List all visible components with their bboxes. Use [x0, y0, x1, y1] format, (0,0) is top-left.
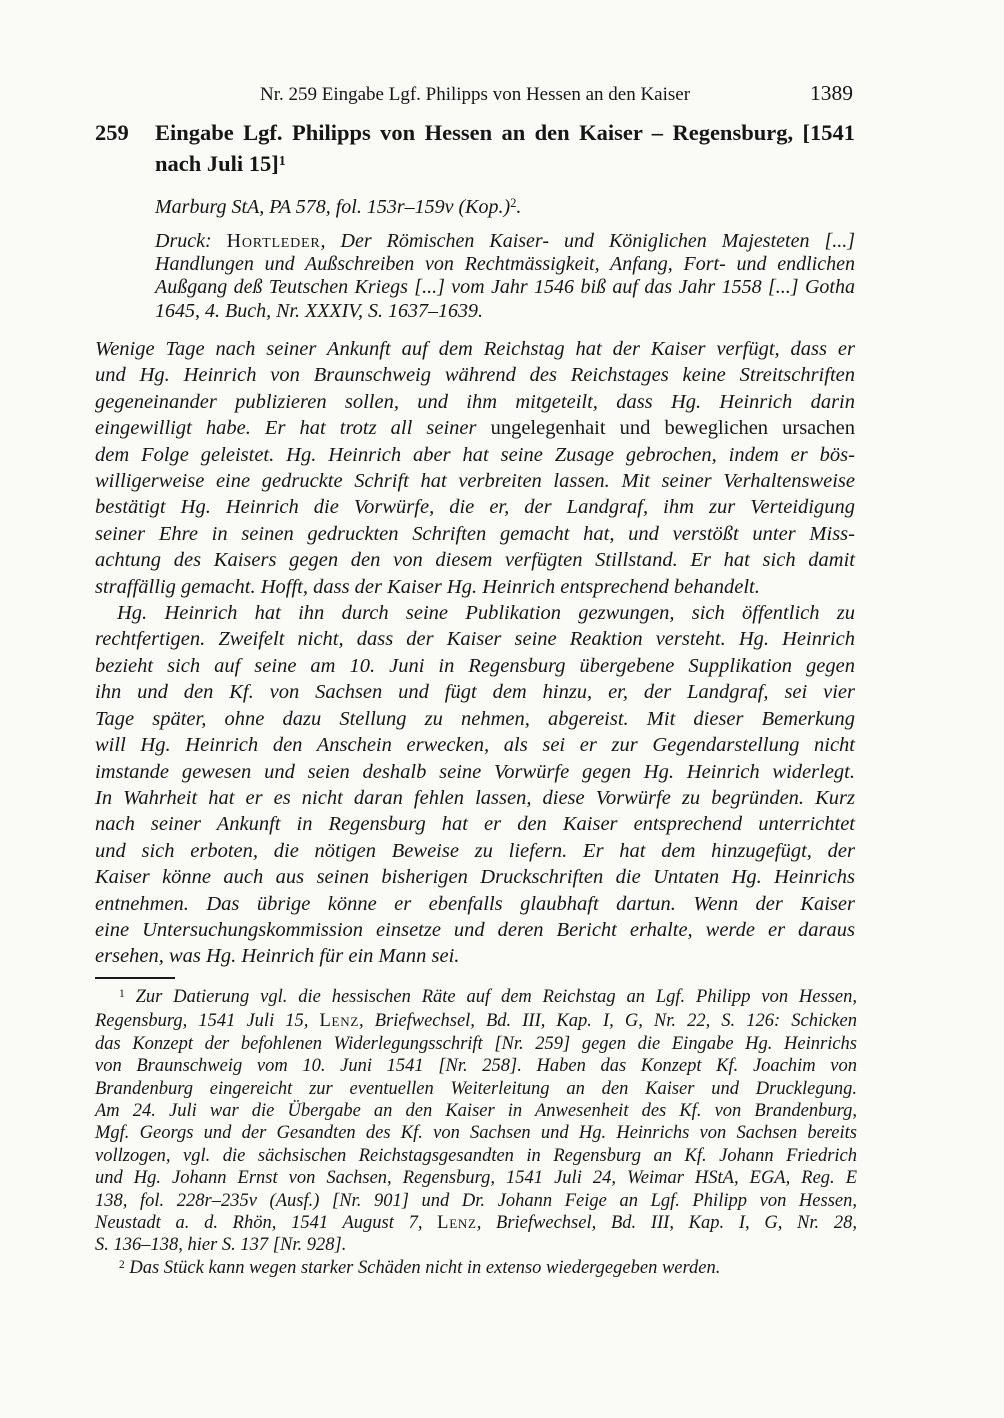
author-smallcaps: Lenz — [437, 1213, 477, 1234]
summary-line: Kaiser könne auch aus seinen bisherigen Druckschriften die Untaten Hg. Heinrichs — [95, 866, 855, 889]
summary-line: Wenige Tage nach seiner Ankunft auf dem Reichstag hat der Kaiser verfügt, dass er — [95, 338, 855, 360]
footnote-line: und Hg. Johann Ernst von Sachsen, Regensburg, 1541 Juli 24, Weimar HStA, EGA, Reg. E — [95, 1168, 857, 1189]
summary-line: straffällig gemacht. Hofft, dass der Kaiser Hg. Heinrich entsprechend behandelt. — [95, 575, 760, 598]
quoted-original-text: ungelegenhait und beweglichen ursachen — [490, 417, 855, 440]
footnote-line: vollzogen, vgl. die sächsischen Reichstagsgesandten in Regensburg an Kf. Johann Friedrich — [95, 1145, 857, 1166]
footnote-line: $^1$ Zur Datierung vgl. die hessischen Räte auf dem Reichstag an Lgf. Philipp von Hessen, — [119, 987, 857, 1007]
footnote-line: $^2$ Das Stück kann wegen starker Schäden nicht in extenso wiedergegeben werden. — [119, 1257, 721, 1278]
summary-line: gegeneinander publizieren sollen, und ihm mitgeteilt, dass Hg. Heinrich darin — [95, 390, 855, 413]
footnotes — [95, 986, 857, 1281]
summary-line: eine Untersuchungskommission einsetze und deren Bericht erhalte, werde er daraus — [95, 918, 855, 941]
footnote-marker-1: 1 — [119, 987, 125, 1000]
summary-line: In Wahrheit hat er es nicht daran fehlen lassen, diese Vorwürfe zu begründen. Kurz — [95, 786, 855, 809]
footnote-line: 138, fol. 228r–235v (Ausf.) [Nr. 901] und Dr. Johann Feige an Lgf. Philipp von Hessen, — [95, 1190, 857, 1211]
summary-line: und sich erboten, die nötigen Beweise zu liefern. Er hat dem hinzugefügt, der — [95, 839, 855, 862]
summary-line: Tage später, ohne dazu Stellung zu nehmen, abgereist. Mit dieser Bemerkung — [95, 707, 855, 730]
summary-line: und Hg. Heinrich von Braunschweig während des Reichstages keine Streitschriften — [95, 364, 855, 387]
print-reference-line: 1645, 4. Buch, Nr. XXXIV, S. 1637–1639. — [155, 299, 483, 322]
document-title-line: Eingabe Lgf. Philipps von Hessen an den Kaiser – Regensburg, [1541 — [155, 120, 855, 145]
regest-summary — [95, 336, 855, 970]
print-reference-line: Handlungen und Außschreiben von Rechtmässigkeit, Anfang, Fort- und endlichen — [155, 253, 855, 276]
running-head — [95, 83, 855, 109]
author-smallcaps: Lenz — [319, 1011, 360, 1032]
summary-line: ersehen, was Hg. Heinrich für ein Mann sei. — [95, 945, 460, 968]
print-reference-line: Außgang deß Teutschen Kriegs [...] vom Jahr 1546 biß auf das Jahr 1558 [...] Gotha — [155, 276, 855, 299]
footnote-line: von Braunschweig vom 10. Juni 1541 [Nr. 258]. Haben das Konzept Kf. Joachim von — [95, 1056, 857, 1077]
summary-line: imstande gewesen und seien deshalb seine Vorwürfe gegen Hg. Heinrich widerlegt. — [95, 760, 855, 783]
page-number: 1389 — [810, 81, 853, 105]
summary-line: ihn und den Kf. von Sachsen und fügt dem hinzu, er, der Landgraf, sei vier — [95, 681, 855, 704]
summary-line: bezieht sich auf seine am 10. Juni in Regensburg übergebene Supplikation gegen — [95, 654, 855, 677]
provenance-block — [155, 196, 855, 323]
footnote-line: Brandenburg eingereicht zur eventuellen Weiterleitung an den Kaiser und Drucklegung. — [95, 1078, 857, 1099]
document-title — [155, 117, 855, 183]
summary-line: eingewilligt habe. Er hat trotz all seiner ungelegenhait und beweglichen ursachen — [95, 417, 855, 440]
summary-line: dem Folge geleistet. Hg. Heinrich aber hat seine Zusage gebrochen, indem er bös- — [95, 443, 855, 466]
summary-line: will Hg. Heinrich den Anschein erwecken, als sei er zur Gegendarstellung nicht — [95, 734, 855, 757]
document-title-line: nach Juli 15]$^1$ — [155, 151, 286, 176]
footnote-ref-1: 1 — [278, 153, 286, 169]
summary-line: nach seiner Ankunft in Regensburg hat er den Kaiser entsprechend unterrichtet — [95, 813, 855, 836]
footnote-separator — [95, 977, 175, 979]
running-title: Nr. 259 Eingabe Lgf. Philipps von Hessen an den Kaiser — [259, 84, 691, 105]
footnote-ref-2: 2 — [510, 196, 517, 211]
footnote-line: Neustadt a. d. Rhön, 1541 August 7, Lenz, Briefwechsel, Bd. III, Kap. I, G, Nr. 28, — [95, 1213, 858, 1234]
footnote-line: Regensburg, 1541 Juli 15, Lenz, Briefwechsel, Bd. III, Kap. I, G, Nr. 22, S. 126: Schicken — [95, 1011, 857, 1032]
document-heading — [95, 117, 855, 183]
summary-line: bestätigt Hg. Heinrich die Vorwürfe, die er, der Landgraf, ihm zur Verteidigung — [95, 496, 855, 519]
author-smallcaps: Hortleder — [226, 230, 321, 252]
footnote-line: Mgf. Georgs und der Gesandten des Kf. von Sachsen und Hg. Heinrichs von Sachsen bereits — [95, 1123, 857, 1144]
footnote-line: das Konzept der befohlenen Widerlegungsschrift [Nr. 259] gegen die Eingabe Hg. Heinrichs — [95, 1033, 857, 1054]
footnote-marker-2: 2 — [119, 1258, 125, 1271]
summary-line: achtung des Kaisers gegen den von diesem verfügten Stillstand. Er hat sich damit — [95, 549, 855, 572]
summary-line: rechtfertigen. Zweifelt nicht, dass der Kaiser seine Reaktion versteht. Hg. Heinrich — [95, 628, 855, 651]
footnote-line: S. 136–138, hier S. 137 [Nr. 928]. — [95, 1235, 347, 1256]
summary-line: entnehmen. Das übrige könne er ebenfalls glaubhaft dartun. Wenn der Kaiser — [95, 892, 855, 915]
print-reference — [155, 230, 855, 323]
summary-line: willigerweise eine gedruckte Schrift hat verbreiten lassen. Mit seiner Verhaltensweise — [95, 470, 855, 493]
summary-line: Hg. Heinrich hat ihn durch seine Publikation gezwungen, sich öffentlich zu — [117, 602, 855, 625]
document-number: 259 — [95, 120, 129, 145]
print-reference-line: Druck: Hortleder, Der Römischen Kaiser- und Königlichen Majesteten [...] — [155, 230, 856, 252]
archive-reference: Marburg StA, PA 578, fol. 153r–159v (Kop.)$^2$. — [155, 196, 522, 218]
footnote-line: Am 24. Juli war die Übergabe an den Kaiser in Anwesenheit des Kf. von Brandenburg, — [95, 1101, 857, 1122]
summary-line: seiner Ehre in seinen gedruckten Schriften gemacht hat, und verstößt unter Miss- — [95, 522, 855, 545]
